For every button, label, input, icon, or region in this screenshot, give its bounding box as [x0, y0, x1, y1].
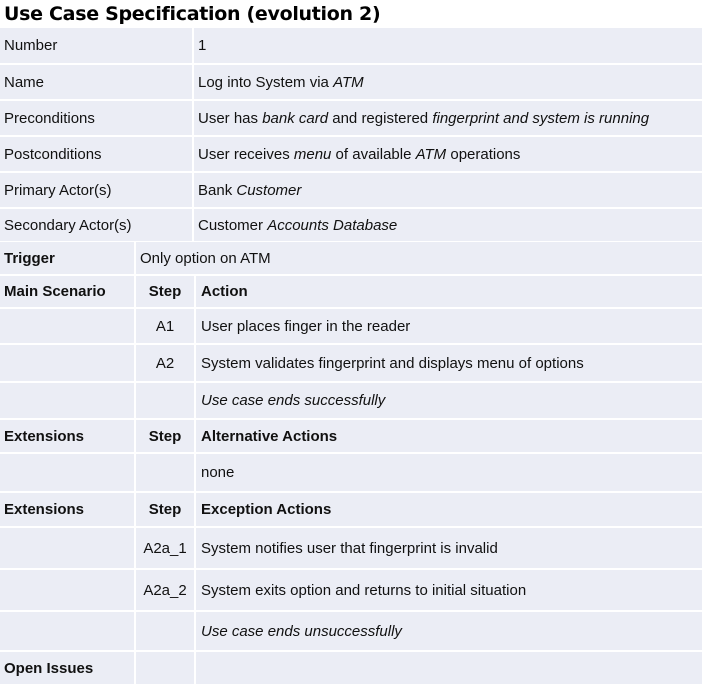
- document-title: Use Case Specification (evolution 2): [4, 3, 381, 25]
- scenario-table: [0, 240, 702, 686]
- step-action-text: System exits option and returns to initial situation: [201, 581, 527, 599]
- step-id: [136, 383, 194, 418]
- spec-value-segment: menu: [293, 145, 332, 163]
- spec-value-segment: ATM: [333, 73, 364, 91]
- spec-label: Postconditions: [0, 137, 192, 171]
- open-issues-value: [196, 652, 702, 684]
- step-action: [196, 309, 702, 343]
- spec-value-segment: and registered: [328, 109, 433, 127]
- spec-value-segment: Log into System via: [198, 73, 334, 91]
- spec-value: [194, 137, 702, 171]
- step-id: A1: [136, 309, 194, 343]
- step-action: [196, 383, 702, 418]
- step-action: [196, 528, 702, 568]
- step-action: [196, 345, 702, 381]
- exception-extensions-label: Extensions: [0, 493, 134, 526]
- step-action-text: Use case ends successfully: [201, 392, 386, 409]
- exception-extensions-step-row: [0, 612, 702, 650]
- exception-extensions-header-row: [0, 493, 702, 526]
- spec-value: [194, 209, 702, 241]
- empty-cell: [0, 345, 134, 381]
- action-header: Action: [196, 276, 702, 307]
- alternative-extensions-label: Extensions: [0, 420, 134, 452]
- action-header: Exception Actions: [196, 493, 702, 526]
- spec-row: [0, 65, 702, 99]
- spec-value-segment: Bank: [198, 181, 237, 199]
- spec-value-segment: ATM: [415, 145, 447, 163]
- spec-value-segment: Customer: [198, 216, 268, 234]
- step-id: A2: [136, 345, 194, 381]
- trigger-value: Only option on ATM: [136, 242, 702, 274]
- step-header: Step: [136, 493, 194, 526]
- main-scenario-step-row: [0, 345, 702, 381]
- spec-label: Secondary Actor(s): [0, 209, 192, 241]
- spec-value-segment: fingerprint and system is running: [432, 109, 650, 127]
- empty-cell: [0, 383, 134, 418]
- step-action-text: System validates fingerprint and displays menu of options: [201, 354, 584, 372]
- empty-cell: [136, 652, 194, 684]
- empty-cell: [0, 528, 134, 568]
- spec-value: [194, 28, 702, 63]
- spec-value-segment: operations: [446, 145, 521, 163]
- empty-cell: [0, 570, 134, 610]
- exception-extensions-step-row: [0, 570, 702, 610]
- step-id: A2a_1: [136, 528, 194, 568]
- trigger-row: [0, 242, 702, 274]
- spec-label: Preconditions: [0, 101, 192, 135]
- main-scenario-header-row: [0, 276, 702, 307]
- main-scenario-step-row: [0, 309, 702, 343]
- spec-table: [0, 26, 702, 243]
- spec-row: [0, 28, 702, 63]
- empty-cell: [0, 454, 134, 491]
- spec-row: [0, 209, 702, 241]
- empty-cell: [0, 612, 134, 650]
- empty-cell: [0, 309, 134, 343]
- spec-label: Name: [0, 65, 192, 99]
- alternative-extensions-header-row: [0, 420, 702, 452]
- step-header: Step: [136, 276, 194, 307]
- step-action: [196, 612, 702, 650]
- action-header: Alternative Actions: [196, 420, 702, 452]
- exception-extensions-step-row: [0, 528, 702, 568]
- spec-value-segment: 1: [198, 37, 207, 54]
- spec-value-segment: Customer: [236, 181, 302, 199]
- step-action-text: System notifies user that fingerprint is invalid: [201, 539, 498, 557]
- step-id: A2a_2: [136, 570, 194, 610]
- spec-row: [0, 173, 702, 207]
- spec-value: [194, 101, 702, 135]
- step-action-text: Use case ends unsuccessfully: [201, 622, 402, 640]
- main-scenario-label: Main Scenario: [0, 276, 134, 307]
- step-header: Step: [136, 420, 194, 452]
- trigger-label: Trigger: [0, 242, 134, 274]
- spec-label: Primary Actor(s): [0, 173, 192, 207]
- step-action-text: none: [201, 464, 235, 481]
- spec-value-segment: User receives: [198, 145, 294, 163]
- spec-value: [194, 65, 702, 99]
- alternative-extensions-step-row: [0, 454, 702, 491]
- step-action: [196, 454, 702, 491]
- step-action: [196, 570, 702, 610]
- step-id: [136, 612, 194, 650]
- step-id: [136, 454, 194, 491]
- spec-label: Number: [0, 28, 192, 63]
- main-scenario-step-row: [0, 383, 702, 418]
- spec-row: [0, 101, 702, 135]
- spec-value-segment: Accounts Database: [267, 216, 398, 234]
- spec-value-segment: bank card: [262, 109, 329, 127]
- open-issues-label: Open Issues: [0, 652, 134, 684]
- spec-row: [0, 137, 702, 171]
- open-issues-row: [0, 652, 702, 684]
- step-action-text: User places finger in the reader: [201, 317, 411, 335]
- spec-value-segment: User has: [198, 109, 263, 127]
- spec-value-segment: of available: [331, 145, 416, 163]
- spec-value: [194, 173, 702, 207]
